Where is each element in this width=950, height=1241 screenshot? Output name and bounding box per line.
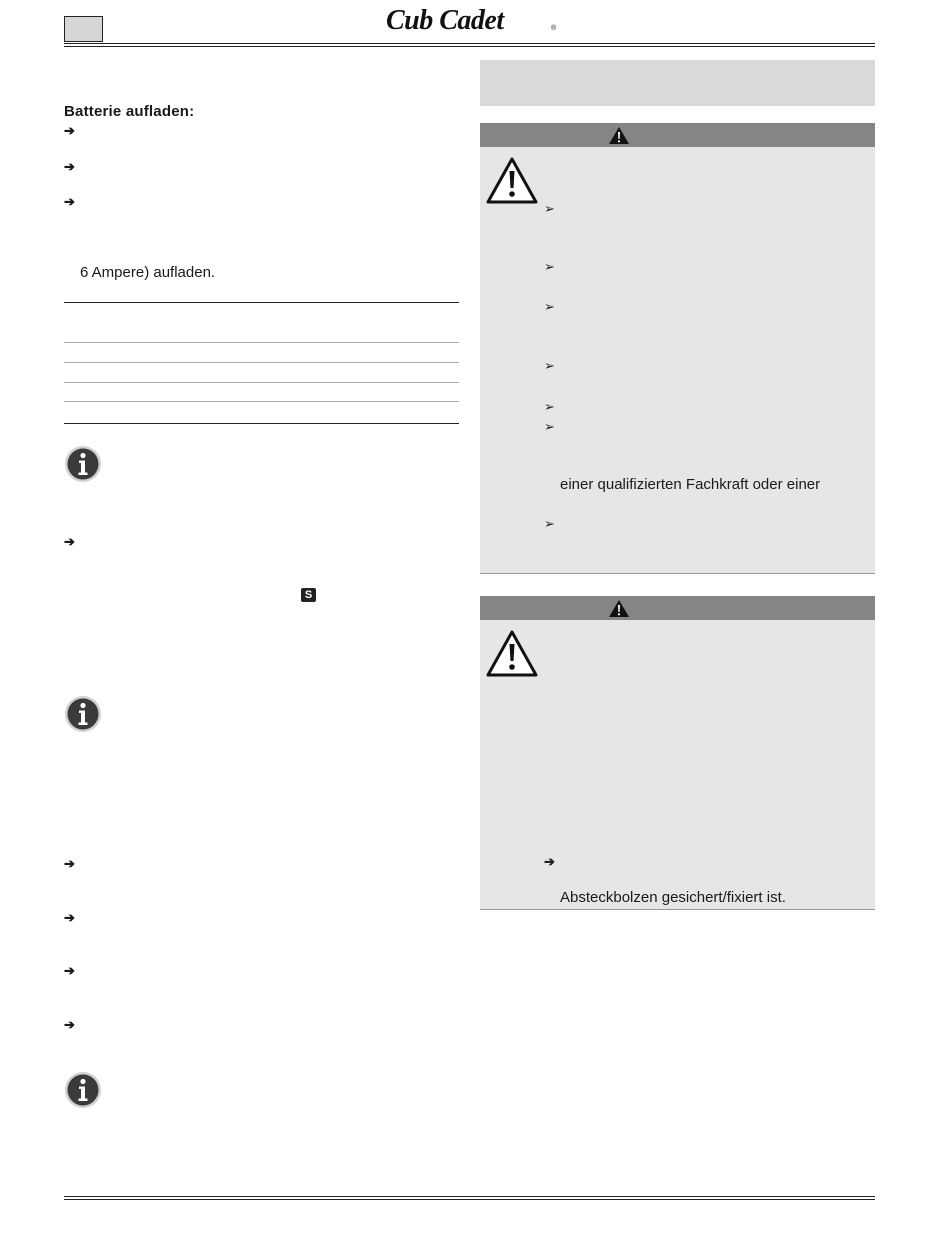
- info-icon: [64, 1071, 102, 1109]
- table-rule: [64, 362, 459, 363]
- bullet-chevron-icon: ➢: [544, 358, 555, 373]
- table-rule: [64, 302, 459, 303]
- warning-panel-header: [480, 123, 875, 147]
- step-arrow-icon: ➔: [64, 194, 75, 209]
- warning-panel: [480, 123, 875, 574]
- cub-cadet-logo: [384, 3, 564, 37]
- warning-triangle-icon: [608, 599, 630, 618]
- step-arrow-icon: ➔: [544, 854, 555, 869]
- bullet-chevron-icon: ➢: [544, 399, 555, 414]
- bullet-chevron-icon: ➢: [544, 299, 555, 314]
- step-arrow-icon: ➔: [64, 159, 75, 174]
- table-rule: [64, 401, 459, 402]
- footer-rule-bottom: [64, 1199, 875, 1200]
- footer-rule-top: [64, 1196, 875, 1197]
- header-rule-bottom: [64, 46, 875, 47]
- info-icon: [64, 695, 102, 733]
- header-rule-top: [64, 43, 875, 44]
- page-number-box: [64, 16, 103, 42]
- table-rule: [64, 382, 459, 383]
- step-arrow-icon: ➔: [64, 1017, 75, 1032]
- warning-panel: [480, 596, 875, 910]
- note-box: [480, 60, 875, 106]
- section-heading: Batterie aufladen:: [64, 103, 195, 120]
- svg-text:Cub Cadet: Cub Cadet: [386, 5, 504, 36]
- step-arrow-icon: ➔: [64, 910, 75, 925]
- bullet-chevron-icon: ➢: [544, 259, 555, 274]
- table-rule: [64, 423, 459, 424]
- table-rule: [64, 342, 459, 343]
- warning-triangle-icon: [486, 157, 538, 204]
- charge-instruction-text: 6 Ampere) aufladen.: [80, 264, 216, 281]
- warning-triangle-icon: [608, 126, 630, 145]
- step-arrow-icon: ➔: [64, 123, 75, 138]
- warning-text-line: Absteckbolzen gesichert/fixiert ist.: [560, 889, 786, 906]
- warning-panel-header: [480, 596, 875, 620]
- step-arrow-icon: ➔: [64, 534, 75, 549]
- warning-triangle-icon: [486, 630, 538, 677]
- step-arrow-icon: ➔: [64, 856, 75, 871]
- bullet-chevron-icon: ➢: [544, 419, 555, 434]
- bullet-chevron-icon: ➢: [544, 516, 555, 531]
- warning-text-line: einer qualifizierten Fachkraft oder einer: [560, 476, 821, 493]
- step-arrow-icon: ➔: [64, 963, 75, 978]
- svg-text:®: ®: [551, 25, 557, 32]
- bullet-chevron-icon: ➢: [544, 201, 555, 216]
- s-badge-icon: S: [301, 588, 316, 602]
- info-icon: [64, 445, 102, 483]
